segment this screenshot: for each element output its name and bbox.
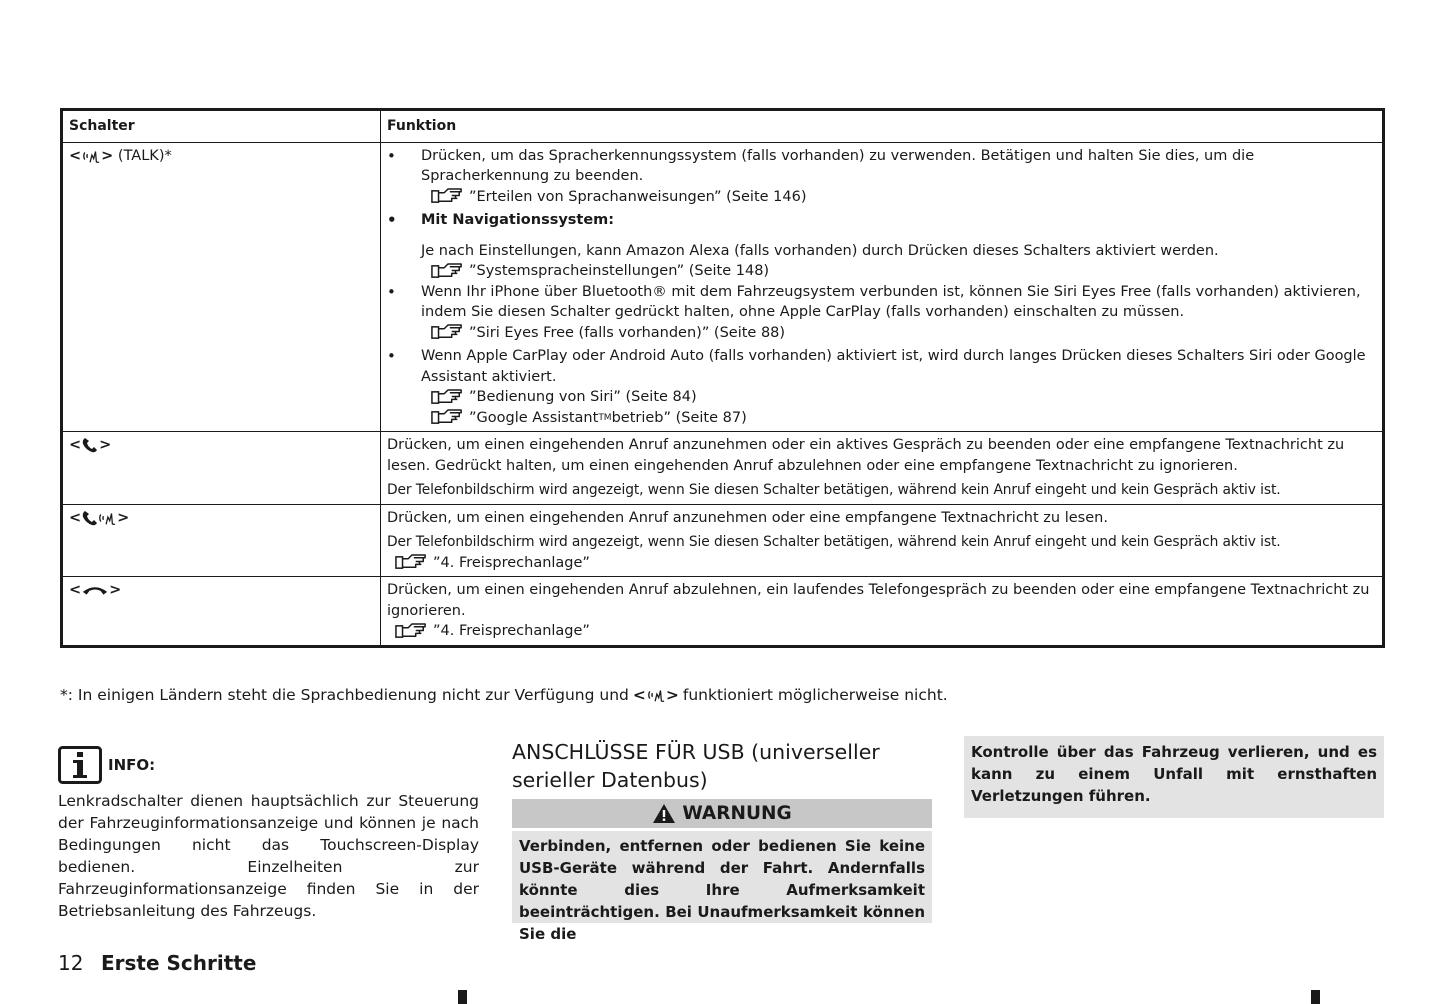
- phone-icon: [81, 436, 99, 454]
- voice-talk-icon: [646, 686, 666, 704]
- table-row-talk: [63, 143, 1382, 433]
- hangup-text: Drücken, um einen eingehenden Anruf abzulehnen, ein laufendes Telefongespräch zu beenden oder eine empfangene Textnachricht zu ignorieren.: [387, 582, 1370, 619]
- pointing-hand-icon: [431, 408, 463, 427]
- cross-reference: ”Systemspracheinstellungen” (Seite 148): [387, 261, 1376, 282]
- hangup-switch-symbol: < >: [69, 582, 122, 598]
- switch-cell-phone-voice: [63, 505, 381, 577]
- info-heading: [58, 746, 155, 784]
- usb-section-title: ANSCHLÜSSE FÜR USB (universeller serieller Datenbus): [512, 740, 880, 792]
- cross-reference: ”Siri Eyes Free (falls vorhanden)” (Seite 88): [387, 323, 1376, 344]
- crop-mark: [1311, 990, 1320, 1004]
- warning-text: Verbinden, entfernen oder bedienen Sie keine USB-Geräte während der Fahrt. Andernfalls könnte dies Ihre Aufmerksamkeit beeinträchtigen. Bei Unaufmerksamkeit können Sie die: [512, 831, 932, 923]
- section-title: Erste Schritte: [101, 951, 257, 975]
- pointing-hand-icon: [431, 262, 463, 281]
- pointing-hand-icon: [431, 323, 463, 342]
- pointing-hand-icon: [431, 388, 463, 407]
- cross-reference: ”4. Freisprechanlage”: [387, 621, 1376, 642]
- phone-screen-text: Der Telefonbildschirm wird angezeigt, wenn Sie diesen Schalter betätigen, während kein Anruf eingeht und kein Gespräch aktiv ist.: [387, 482, 1281, 498]
- phone-voice-icon: [81, 509, 117, 527]
- cross-reference: ”4. Freisprechanlage”: [387, 553, 1376, 574]
- switch-function-table: [60, 108, 1385, 648]
- function-cell-hangup: [381, 577, 1382, 645]
- header-funktion: Funktion: [387, 118, 457, 134]
- info-label: INFO:: [108, 756, 156, 774]
- table-header-row: [63, 111, 1382, 143]
- page-number: 12: [58, 951, 84, 975]
- crop-mark: [458, 990, 467, 1004]
- voice-talk-icon: [81, 147, 101, 165]
- info-text: Lenkradschalter dienen hauptsächlich zur Steuerung der Fahrzeuginformationsanzeige und können je nach Bedingungen nicht das Touchscreen-Display bedienen. Einzelheiten zur Fahrzeuginformationsanzeige finden Sie in der Betriebsanleitung des Fahrzeugs.: [58, 792, 479, 920]
- phone-screen-text: Der Telefonbildschirm wird angezeigt, wenn Sie diesen Schalter betätigen, während kein Anruf eingeht und kein Gespräch aktiv ist.: [387, 534, 1281, 550]
- list-item: • Drücken, um das Spracherkennungssystem (falls vorhanden) zu verwenden. Betätigen und halten Sie dies, um die Spracherkennung zu beenden.: [387, 146, 1376, 187]
- switch-cell-talk: [63, 143, 381, 432]
- list-item: • Wenn Ihr iPhone über Bluetooth® mit dem Fahrzeugsystem verbunden ist, können Sie Siri Eyes Free (falls vorhanden) aktivieren, indem Sie diesen Schalter gedrückt halten, ohne Apple CarPlay (falls vorhanden) einschalten zu müssen.: [387, 282, 1376, 323]
- warning-label: WARNUNG: [682, 803, 792, 824]
- warning-continued-text: Kontrolle über das Fahrzeug verlieren, und es kann zu einem Unfall mit ernsthaften Verletzungen führen.: [964, 736, 1384, 818]
- table-row-phone-voice: [63, 505, 1382, 578]
- phone-switch-symbol: < >: [69, 437, 112, 453]
- pointing-hand-icon: [395, 553, 427, 572]
- navigation-text: Je nach Einstellungen, kann Amazon Alexa (falls vorhanden) durch Drücken dieses Schalters aktiviert werden.: [421, 242, 1219, 259]
- talk-switch-symbol: < >: [632, 686, 679, 704]
- hang-up-icon: [81, 583, 109, 597]
- info-icon: [58, 746, 102, 784]
- list-item: • Wenn Apple CarPlay oder Android Auto (falls vorhanden) aktiviert ist, wird durch langes Drücken dieses Schalters Siri oder Google Assistant aktiviert.: [387, 346, 1376, 387]
- cross-reference: ”Google Assistant TM betrieb” (Seite 87): [387, 408, 1376, 429]
- function-cell-talk: [381, 143, 1382, 432]
- function-cell-phone: [381, 432, 1382, 504]
- table-row-phone: [63, 432, 1382, 505]
- phone-text: Drücken, um einen eingehenden Anruf anzunehmen oder ein aktives Gespräch zu beenden oder eine empfangene Textnachricht zu lesen. Gedrückt halten, um einen eingehenden Anruf abzulehnen oder eine empfangene Textnachricht zu ignorieren.: [387, 437, 1345, 474]
- pointing-hand-icon: [431, 187, 463, 206]
- pointing-hand-icon: [395, 622, 427, 641]
- table-footnote: *: In einigen Ländern steht die Sprachbedienung nicht zur Verfügung und < > funktioniert möglicherweise nicht.: [60, 686, 948, 704]
- phone-voice-text: Drücken, um einen eingehenden Anruf anzunehmen oder eine empfangene Textnachricht zu lesen.: [387, 509, 1108, 526]
- list-item: • Mit Navigationssystem:: [387, 210, 1376, 231]
- warning-triangle-icon: [652, 803, 676, 824]
- switch-cell-phone: [63, 432, 381, 504]
- cross-reference: ”Bedienung von Siri” (Seite 84): [387, 387, 1376, 408]
- talk-suffix: (TALK)*: [117, 147, 172, 164]
- talk-switch-symbol: < >: [69, 147, 114, 164]
- phone-voice-switch-symbol: < >: [69, 509, 130, 526]
- switch-cell-hangup: [63, 577, 381, 645]
- function-cell-phone-voice: [381, 505, 1382, 577]
- table-row-hangup: [63, 577, 1382, 645]
- cross-reference: ”Erteilen von Sprachanweisungen” (Seite 146): [387, 187, 1376, 208]
- warning-header: [512, 799, 932, 828]
- header-schalter: Schalter: [63, 111, 381, 142]
